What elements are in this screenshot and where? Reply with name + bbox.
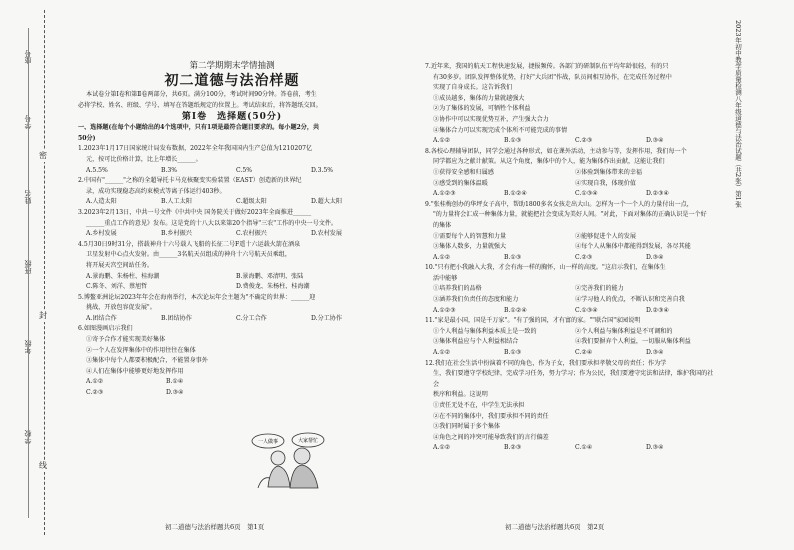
q8-line-1: 8.各校心理辅导团队，同学会通过各种形式，如在课外活动，主动参与等，发挥作用，我们每一个 <box>425 147 687 155</box>
option: A.①②③ <box>433 306 456 314</box>
option: D.3.5% <box>311 166 334 174</box>
figure-body-left <box>268 466 290 487</box>
option: D.③④ <box>646 253 664 261</box>
q6-line-1: 6.如图漫画启示我们 <box>78 325 133 333</box>
option: B.①④ <box>166 378 184 386</box>
option: A.①② <box>433 444 451 452</box>
q12-options <box>425 443 717 454</box>
seal-char-3: 线 <box>39 461 47 470</box>
binding-label-name: 姓名 <box>24 190 32 204</box>
q8-items-row-2 <box>425 179 717 190</box>
instruction-line-1: 本试卷分第Ⅰ卷和第Ⅱ卷两部分，共6页。满分100分，考试时间90分钟。答卷前，考生 <box>86 91 317 98</box>
figure-head-left <box>271 451 285 465</box>
q11-line-1: 11."家是最小国，国是千万家"。"有了强的国，才有富的家。""联合国"家园说明 <box>425 317 641 325</box>
binding-strip <box>6 10 76 535</box>
q8-item: ②体验到集体带来的幸福 <box>575 168 643 176</box>
option: C.②③ <box>575 253 593 261</box>
q3-options <box>78 229 386 240</box>
bubble-text-left: 一人做事 <box>257 439 279 445</box>
footer-right: 初二道德与法治样题共6页 第2页 <box>505 523 605 531</box>
option: D.超大太阳 <box>311 198 342 206</box>
q6-item: ②一个人在发挥集体中的作用往往在集体 <box>86 346 196 354</box>
right-side-header <box>733 20 745 320</box>
q10-item: ①培养我们的品格 <box>433 285 482 293</box>
option: D.②③④ <box>646 306 669 314</box>
q11-options <box>425 348 717 359</box>
option: C.①③④ <box>575 190 598 198</box>
q1-options <box>78 166 386 177</box>
option: B.①③ <box>504 253 522 261</box>
q12-line-1: 12.我们在社会生活中扮演着不同的角色，作为子女，我们要承担孝敬父母的责任；作为学 <box>425 359 667 367</box>
q7-line-3: 实现了自身成长。这告诉我们 <box>433 84 513 92</box>
option: C.②③ <box>86 389 104 397</box>
q4-options <box>78 272 386 293</box>
section-desc-2: 50分) <box>78 134 96 142</box>
q10-items-row-2 <box>425 295 717 306</box>
q5-line-2: 挑战，开放包容促发展"。 <box>86 304 156 312</box>
q2-line-1: 2.中国有"______"之称的全超导托卡马克核聚变实验装置（EAST）创造新的世界纪 <box>78 177 302 185</box>
q4-line-2: 卫星发射中心点火发射。由______3名航天员组成的神舟十六号航天员乘组， <box>86 251 291 259</box>
q12-line-3: 秩序和利益。这说明 <box>433 391 488 399</box>
option: A.5.5% <box>86 166 108 174</box>
q2-options <box>78 197 386 208</box>
q10-item: ③涵养我们负责任的态度和能力 <box>433 296 519 304</box>
q7-item: ③协作中可以实现优势互补，产生强大合力 <box>433 115 549 123</box>
q10-options <box>425 306 717 317</box>
binding-blank-line <box>28 28 29 518</box>
q7-line-1: 7.近年来，我国的航天工程快速发展，捷报频传。各部门的研制队伍平均年龄很轻，有的只 <box>425 63 669 70</box>
q10-item: ④学习他人的优点，不断认识和完善自我 <box>575 296 685 304</box>
seal-dash-line <box>44 10 45 535</box>
bubble-text-right: 大家帮忙 <box>297 438 319 444</box>
q10-items-row-1 <box>425 284 717 295</box>
q9-line-1: 9."张桂梅创办的华坪女子高中，帮助1800多名女孩走出大山。怎样为一个一个人的力量付出一点， <box>425 200 693 208</box>
q6-item: ①寄予合作才能实现美好集体 <box>86 336 166 344</box>
exam-title: 初二道德与法治样题 <box>164 73 300 89</box>
option: B.团结协作 <box>161 314 192 322</box>
q12-item: ③我们同时属于多个集体 <box>433 423 501 431</box>
q11-items-row-2 <box>425 337 717 348</box>
q7-options <box>425 136 717 147</box>
q9-item: ①需要每个人的智慧和力量 <box>433 232 507 240</box>
q10-line-2: 活中能够 <box>433 274 458 282</box>
q8-item: ④实现自我，体现价值 <box>575 179 636 187</box>
cartoon-illustration <box>248 432 328 490</box>
option: C.陈冬、刘洋、蔡旭哲 <box>86 283 148 291</box>
option: A.团结合作 <box>86 314 117 322</box>
option: A.①②③ <box>433 190 456 198</box>
option: C.①④ <box>575 444 593 452</box>
q7-item: ④集体合力可以实现完成个体所不可能完成的事情 <box>433 126 568 134</box>
option: D.③④ <box>646 444 664 452</box>
option: D.②③④ <box>646 190 669 198</box>
option: B.乡村振兴 <box>161 230 192 238</box>
seal-char-2: 封 <box>39 311 47 320</box>
q12-item: ①责任无处不在，中学生无法承担 <box>433 402 525 409</box>
option: D.③④ <box>646 137 664 145</box>
option: C.②③ <box>575 137 593 145</box>
q8-options <box>425 189 717 200</box>
q9-line-3: 的集体 <box>433 221 452 229</box>
option: C.农村振兴 <box>236 230 267 238</box>
q8-items-row-1 <box>425 168 717 179</box>
exam-subtitle: 第二学期期末学情抽测 <box>189 61 275 71</box>
q6-item: ④人们在集体中能够更好地发挥作用 <box>86 367 184 375</box>
q9-item: ④每个人从集体中都能得到发展，各尽其能 <box>575 243 691 251</box>
instruction-line-2: 必将学校、姓名、班级、学号、填写在答题纸规定的位置上。考试结束后，将答题纸交回。 <box>78 101 322 109</box>
option: C.①③④ <box>575 306 598 314</box>
q6-options-2 <box>78 388 246 399</box>
option: C.②④ <box>575 349 593 357</box>
figure-body-right <box>290 465 318 488</box>
q9-item: ③集体人数多，力量就强大 <box>433 243 507 251</box>
q5-line-1: 5.博鳌亚洲论坛2023年年会在海南举行，本次论坛年会主题为"不确定的世界：______迎 <box>78 293 316 301</box>
q6-item: ③集体中每个人都要积极配合，不能置身事外 <box>86 357 208 365</box>
option: B.人工太阳 <box>161 198 192 206</box>
q9-items-row-1 <box>425 232 717 243</box>
section-desc-1: 一、选择题(在每个小题给出的4个选项中，只有1项是最符合题目要求的。每小题2分，共 <box>78 124 320 132</box>
option: B.景海鹏、邓清明、张陆 <box>236 272 304 280</box>
option: B.①③ <box>504 349 522 357</box>
option: A.①② <box>86 378 104 386</box>
q11-item: ①个人利益与集体利益本质上是一致的 <box>433 327 537 335</box>
q1-line-1: 1.2023年1月17日国家统计局发布数据，2022年全年我国国内生产总值为1210207亿 <box>78 145 313 153</box>
q1-line-2: 元，按可比价格计算，比上年增长______。 <box>86 155 202 163</box>
option: B.②③ <box>504 444 522 452</box>
q10-line-1: 10."只有把小我融入大我，才会有海一样的胸怀，山一样的高度。"这启示我们，在集体生 <box>425 264 666 272</box>
q2-line-2: 录，成功实现稳态高约束模式等离子体运行403秒。 <box>86 187 226 195</box>
option: C.分工合作 <box>236 314 267 322</box>
binding-label-class: 班级 <box>24 260 32 274</box>
option: D.分工协作 <box>311 314 342 322</box>
q5-options <box>78 314 386 325</box>
q7-line-2: 有30多岁。团队发挥整体优势，打好"大兵团"作战，队员间相互协作，在完成任务过程中 <box>433 73 672 81</box>
q8-line-2: 同学都应为之献计献策。从这个角度，集体中的个人，能为集体作出贡献，这能让我们 <box>433 158 665 166</box>
q9-items-row-2 <box>425 242 717 253</box>
q11-item: ③集体利益应与个人利益相结合 <box>433 338 519 346</box>
right-page <box>425 62 717 530</box>
q9-item: ②能够促进个人的发展 <box>575 232 636 240</box>
q9-options <box>425 253 717 264</box>
option: B.①②④ <box>504 306 527 314</box>
option: D.费俊龙、朱杨柱、桂海潮 <box>236 283 310 291</box>
binding-label-grade: 年级 <box>24 340 32 354</box>
option: A.乡村发展 <box>86 230 117 238</box>
option: B.①③ <box>504 137 522 145</box>
q11-items-row-1 <box>425 327 717 338</box>
footer-left: 初二道德与法治样题共6页 第1页 <box>165 523 265 531</box>
binding-label-seat: 座号 <box>24 50 32 64</box>
q7-item: ②为了集体的发展，可牺牲个体利益 <box>433 105 531 113</box>
q12-line-2: 生，我们要遵守学校纪律，完成学习任务，努力学习；作为公民，我们要遵守宪法和法律，维护我国的社会 <box>433 370 714 388</box>
option: D.农村发展 <box>311 230 342 238</box>
option: A.人造太阳 <box>86 198 117 206</box>
binding-label-school: 学校 <box>24 430 32 444</box>
q11-item: ②个人利益与集体利益是不可调和的 <box>575 327 673 335</box>
q8-item: ①获得安全感和归属感 <box>433 168 494 176</box>
q11-item: ④我们要摒弃个人利益，一切服从集体利益 <box>575 338 691 346</box>
q6-options <box>78 377 246 388</box>
q3-line-2: ______重点工作的意见》发布。这是党的十八大以来第20个指导"三农"工作的中央一号文件。 <box>86 219 338 227</box>
left-page <box>78 60 386 530</box>
q4-line-3: 将开展天宫空间站任务。 <box>86 261 154 269</box>
option: A.景海鹏、朱杨柱、桂海潮 <box>86 272 160 280</box>
option: A.①② <box>433 137 451 145</box>
q12-item: ②在不同的集体中，我们要承担不同的责任 <box>433 412 549 420</box>
q7-item: ①成员越多，集体的力量就越强大 <box>433 94 525 102</box>
seal-char-1: 密 <box>39 151 47 160</box>
q8-item: ③感受到的集体温暖 <box>433 179 488 187</box>
option: D.③④ <box>166 389 184 397</box>
binding-label-id: 学号 <box>24 115 32 129</box>
option: A.①② <box>433 253 451 261</box>
option: D.③④ <box>646 349 664 357</box>
section-title: 第Ⅰ卷 选择题(50分) <box>181 112 283 123</box>
q4-line-1: 4.5月30日9时31分，搭载神舟十六号载人飞船的长征二号F遥十六运载火箭在酒泉 <box>78 240 301 248</box>
option: A.①② <box>433 349 451 357</box>
option: B.①②④ <box>504 190 527 198</box>
option: C.超级太阳 <box>236 198 267 206</box>
q3-line-1: 3.2023年2月13日，中共一号文件《中共中央 国务院关于做好2023年全面推进______ <box>78 208 312 216</box>
q10-item: ②完善我们的能力 <box>575 285 624 293</box>
option: C.5% <box>236 166 253 174</box>
q9-line-2: "的力量将会汇成一种集体力量，就能把社会变成为美好人间。"对此，下面对集体的正确认识是一个好 <box>433 211 707 219</box>
option: B.3% <box>161 166 178 174</box>
right-side-text: 2023年初中教学质量检测八年级道德与法治试题（共2张）第1张 <box>734 20 742 208</box>
figure-head-right <box>294 448 310 464</box>
q12-item: ④角色之间的冲突可能导致我们的言行偏差 <box>433 433 549 441</box>
